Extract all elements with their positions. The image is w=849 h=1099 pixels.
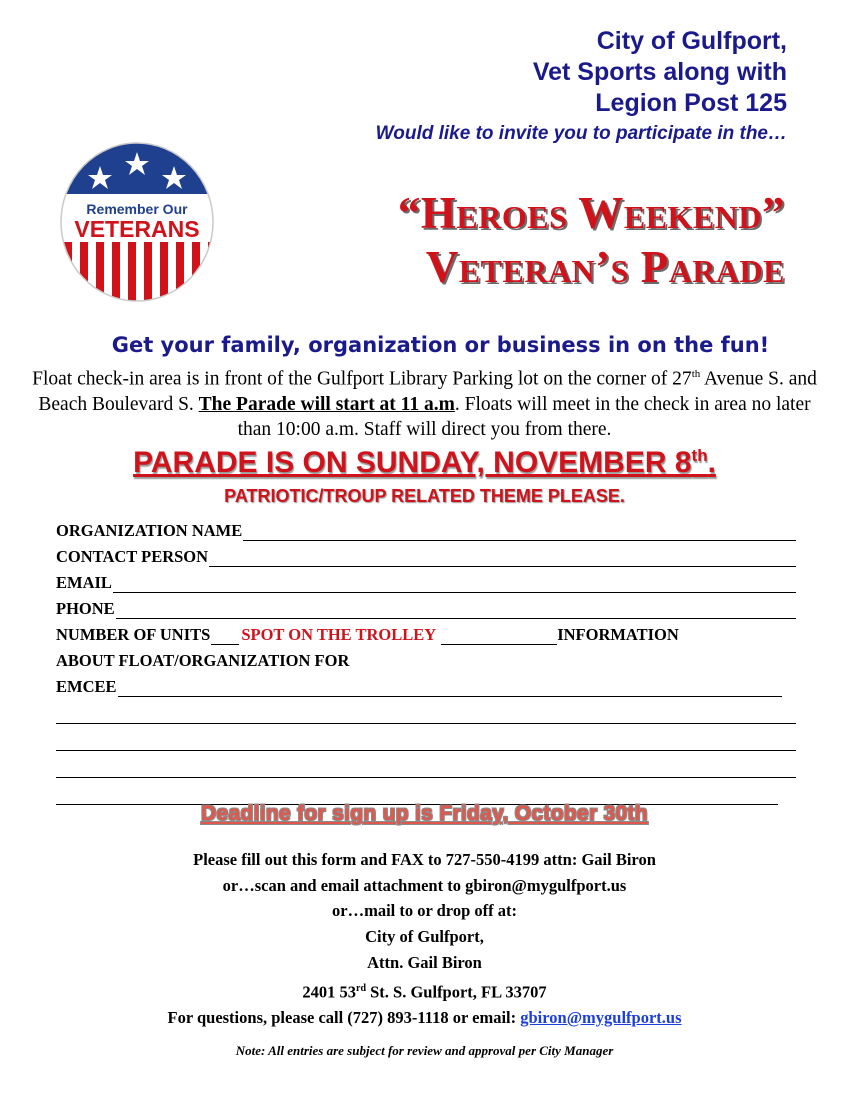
trolley-field[interactable] (441, 627, 557, 645)
blank-line-4[interactable] (56, 778, 778, 805)
invite-text: Would like to invite you to participate in the… (375, 123, 787, 144)
address-sup: rd (356, 982, 366, 994)
remember-veterans-badge (60, 142, 214, 302)
about-label: ABOUT FLOAT/ORGANIZATION FOR (56, 651, 350, 670)
contact-block (0, 847, 849, 1030)
emcee-row (56, 671, 782, 697)
units-row (56, 619, 796, 645)
tagline: Get your family, organization or business in on the fun! (111, 333, 770, 357)
info-part-2: Avenue S. and Beach Boulevard S. (38, 368, 817, 415)
checkin-info (22, 362, 827, 442)
questions-line (0, 1005, 849, 1031)
mail-line: or…mail to or drop off at: (332, 901, 517, 921)
sponsor-header (376, 26, 787, 147)
emcee-field[interactable] (118, 679, 782, 697)
questions-text: For questions, please call (727) 893-1118 or email: (167, 1007, 521, 1027)
info-part-3: . Floats will meet in the check in area no later than 10:00 a.m. Staff will direct you from there. (237, 393, 811, 440)
contact-field[interactable] (209, 549, 796, 567)
about-row (56, 645, 796, 671)
badge-line-1: Remember Our (86, 201, 188, 217)
org-line: City of Gulfport, (365, 927, 484, 947)
email-field[interactable] (113, 575, 796, 593)
deadline-notice: Deadline for sign up is Friday, October 30th (201, 802, 648, 825)
information-label: INFORMATION (557, 625, 679, 644)
scan-line: or…scan and email attachment to gbiron@mygulfport.us (222, 875, 627, 895)
email-row (56, 567, 796, 593)
units-field[interactable] (211, 627, 239, 645)
badge-line-2: VETERANS (74, 216, 200, 242)
review-note: Note: All entries are subject for review and approval per City Manager (235, 1043, 614, 1058)
phone-row (56, 593, 796, 619)
date-main: PARADE IS ON SUNDAY, NOVEMBER 8 (133, 446, 692, 479)
emcee-label: EMCEE (56, 677, 117, 696)
info-part-1: Float check-in area is in front of the Gulfport Library Parking lot on the corner of 27 (32, 368, 692, 390)
fax-line: Please fill out this form and FAX to 727-550-4199 attn: Gail Biron (193, 850, 656, 869)
info-sup: th (691, 368, 701, 380)
title-line-1: “Heroes Weekend” (397, 188, 785, 238)
theme-note: PATRIOTIC/TROUP RELATED THEME PLEASE. (224, 486, 625, 506)
event-title (398, 186, 785, 294)
organization-label: ORGANIZATION NAME (56, 521, 243, 540)
header-line-2: Vet Sports along with (532, 58, 787, 86)
attn-line: Attn. Gail Biron (367, 952, 482, 972)
blank-line-2[interactable] (56, 724, 796, 751)
signup-form (56, 515, 796, 805)
units-label: NUMBER OF UNITS (56, 625, 211, 644)
phone-label: PHONE (56, 599, 115, 618)
address-line (0, 976, 849, 1005)
email-label: EMAIL (56, 573, 112, 592)
header-line-1: City of Gulfport, (596, 27, 787, 55)
blank-line-3[interactable] (56, 751, 796, 778)
date-sup: th (691, 446, 708, 465)
blank-line-1[interactable] (56, 697, 796, 724)
start-time: The Parade will start at 11 a.m (198, 393, 455, 415)
header-line-3: Legion Post 125 (595, 89, 787, 117)
address-number: 2401 53 (302, 982, 356, 1002)
trolley-label: SPOT ON THE TROLLEY (241, 625, 437, 644)
parade-date (0, 446, 849, 480)
address-rest: St. S. Gulfport, FL 33707 (366, 982, 547, 1002)
organization-row (56, 515, 796, 541)
title-line-2: Veteran’s Parade (425, 242, 785, 292)
email-link[interactable]: gbiron@mygulfport.us (520, 1007, 682, 1027)
contact-row (56, 541, 796, 567)
organization-field[interactable] (243, 523, 796, 541)
phone-field[interactable] (116, 601, 796, 619)
date-end: . (707, 446, 716, 479)
contact-label: CONTACT PERSON (56, 547, 209, 566)
